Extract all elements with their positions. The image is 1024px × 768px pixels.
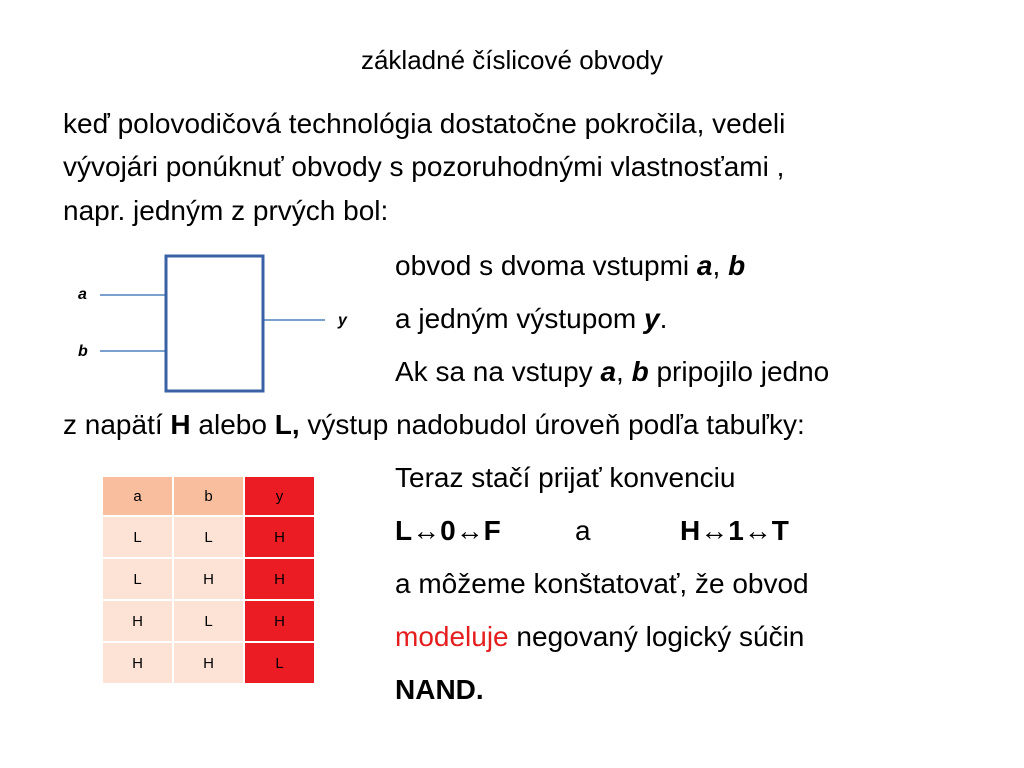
inputs-text: obvod s dvoma vstupmi	[395, 250, 697, 281]
comma: ,	[616, 356, 632, 387]
level-l: L,	[274, 409, 300, 440]
cell-y: H	[244, 516, 315, 558]
cell-y: H	[244, 558, 315, 600]
input-a-label: a	[78, 286, 87, 303]
level-h: H	[170, 409, 191, 440]
gate-box	[166, 256, 263, 391]
cell-b: L	[173, 600, 244, 642]
input-b-label: b	[78, 343, 88, 360]
var-b: b	[631, 356, 649, 387]
intro-line-3: napr. jedným z prvých bol:	[63, 195, 389, 226]
table-header-row	[102, 476, 315, 516]
truth-table	[101, 475, 316, 685]
cell-a: L	[102, 558, 173, 600]
comma: ,	[712, 250, 729, 281]
apply-end: pripojilo jedno	[648, 356, 830, 387]
intro-line-2: vývojári ponúknuť obvody s pozoruhodnými vlastnosťami ,	[63, 151, 785, 182]
convention-left: L↔0↔F	[395, 515, 501, 546]
convention-right: H↔1↔T	[680, 515, 789, 546]
period: .	[659, 303, 668, 334]
table-row	[102, 558, 315, 600]
cell-b: H	[173, 558, 244, 600]
output-text: a jedným výstupom	[395, 303, 644, 334]
var-b: b	[728, 250, 746, 281]
cell-a: L	[102, 516, 173, 558]
models-text: negovaný logický súčin	[508, 621, 805, 652]
header-b: b	[173, 476, 244, 516]
header-y: y	[244, 476, 315, 516]
var-y: y	[644, 303, 660, 334]
intro-line-1: keď polovodičová technológia dostatočne pokročila, vedeli	[63, 108, 786, 139]
models-highlight: modeluje	[395, 621, 509, 652]
convention-and: a	[575, 515, 591, 546]
apply-text: Ak sa na vstupy	[395, 356, 601, 387]
header-a: a	[102, 476, 173, 516]
output-y-label: y	[338, 312, 347, 329]
cell-b: L	[173, 516, 244, 558]
cell-b: H	[173, 642, 244, 684]
convention-intro: Teraz stačí prijať konvenciu	[395, 462, 736, 493]
var-a: a	[696, 250, 713, 281]
page-title: základné číslicové obvody	[360, 45, 664, 75]
conclusion-line: a môžeme konštatovať, že obvod	[395, 568, 809, 599]
cell-y: L	[244, 642, 315, 684]
cell-y: H	[244, 600, 315, 642]
voltage-text-1: z napätí	[63, 409, 171, 440]
cell-a: H	[102, 600, 173, 642]
voltage-text-3: výstup nadobudol úroveň podľa tabuľky:	[299, 409, 805, 440]
voltage-text-2: alebo	[190, 409, 275, 440]
table-row	[102, 516, 315, 558]
table-row	[102, 642, 315, 684]
table-row	[102, 600, 315, 642]
cell-a: H	[102, 642, 173, 684]
nand-label: NAND.	[395, 674, 484, 705]
var-a: a	[600, 356, 617, 387]
